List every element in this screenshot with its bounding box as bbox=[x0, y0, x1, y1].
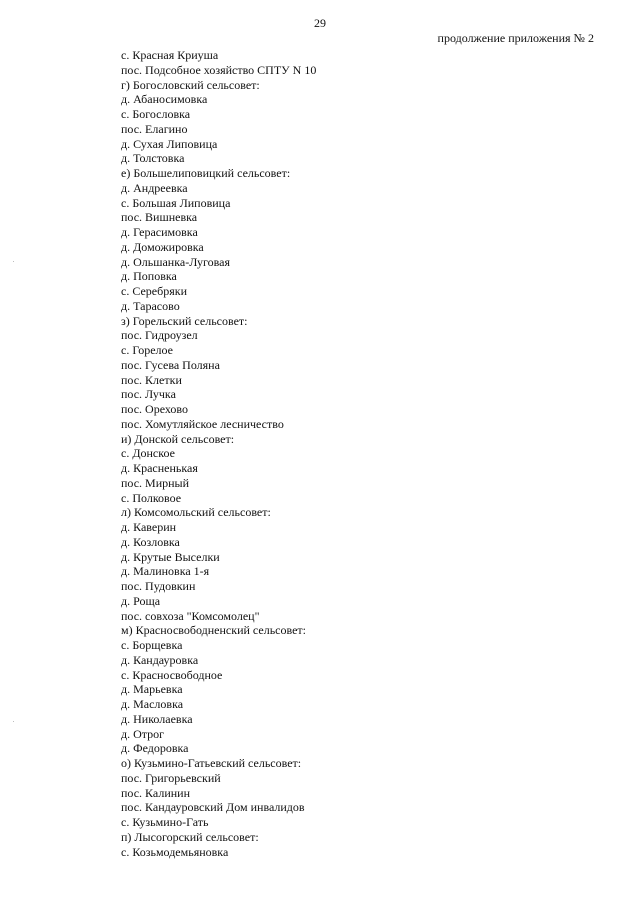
list-item: д. Марьевка bbox=[121, 682, 183, 697]
list-item: д. Тарасово bbox=[121, 298, 180, 313]
list-item: п) Лысогорский сельсовет: bbox=[121, 829, 259, 844]
list-item: пос. Вишневка bbox=[121, 210, 198, 225]
list-item: с. Красная Криуша bbox=[121, 48, 219, 62]
list-item: пос. Орехово bbox=[121, 402, 189, 416]
list-item: с. Красносвободное bbox=[121, 667, 223, 682]
list-item: пос. Клетки bbox=[121, 372, 182, 387]
list-item: пос. Кандауровский Дом инвалидов bbox=[121, 800, 305, 815]
list-item: пос. Лучка bbox=[121, 387, 176, 402]
scan-speck bbox=[13, 721, 14, 722]
list-item: с. Богословка bbox=[121, 107, 191, 121]
list-item: с. Полковое bbox=[121, 490, 182, 505]
list-item: д. Масловка bbox=[121, 697, 184, 711]
list-item: пос. Григорьевский bbox=[121, 770, 221, 785]
list-item: г) Богословский сельсовет: bbox=[121, 77, 260, 92]
list-item: д. Герасимовка bbox=[121, 225, 198, 239]
page-number: 29 bbox=[314, 16, 326, 30]
list-item: д. Отрог bbox=[121, 726, 165, 741]
list-item: д. Доможировка bbox=[121, 239, 204, 254]
list-item: пос. Гидроузел bbox=[121, 328, 198, 343]
list-item: пос. совхоза "Комсомолец" bbox=[121, 608, 260, 623]
continuation-note: продолжение приложения № 2 bbox=[437, 31, 594, 45]
list-item: д. Крутые Выселки bbox=[121, 549, 220, 564]
list-item: д. Андреевка bbox=[121, 180, 188, 195]
list-item: с. Борщевка bbox=[121, 638, 183, 652]
list-item: пос. Елагино bbox=[121, 121, 188, 136]
list-item: д. Красненькая bbox=[121, 461, 198, 475]
list-item: е) Большелиповицкий сельсовет: bbox=[121, 166, 291, 180]
list-item: и) Донской сельсовет: bbox=[121, 431, 235, 446]
list-item: с. Большая Липовица bbox=[121, 195, 231, 210]
list-item: д. Абаносимовка bbox=[121, 92, 208, 107]
list-item: л) Комсомольский сельсовет: bbox=[121, 505, 271, 520]
list-item: з) Горельский сельсовет: bbox=[121, 313, 248, 328]
list-item: д. Роща bbox=[121, 593, 161, 608]
settlement-list bbox=[121, 48, 316, 859]
list-item: д. Николаевка bbox=[121, 711, 193, 726]
list-item: пос. Гусева Поляна bbox=[121, 357, 220, 372]
list-item: д. Федоровка bbox=[121, 741, 189, 756]
list-item: пос. Калинин bbox=[121, 785, 190, 800]
list-item: пос. Мирный bbox=[121, 475, 190, 490]
list-item: д. Малиновка 1-я bbox=[121, 564, 210, 579]
list-item: д. Ольшанка-Луговая bbox=[121, 254, 231, 269]
scan-speck bbox=[13, 261, 14, 262]
list-item: с. Козьмодемьяновка bbox=[121, 844, 229, 859]
list-item: д. Козловка bbox=[121, 534, 180, 549]
list-item: с. Кузьмино-Гать bbox=[121, 815, 209, 829]
list-item: д. Кандауровка bbox=[121, 652, 199, 667]
list-item: пос. Хомутляйское лесничество bbox=[121, 416, 284, 431]
list-item: с. Горелое bbox=[121, 343, 173, 357]
list-item: д. Сухая Липовица bbox=[121, 136, 218, 151]
list-item: пос. Пудовкин bbox=[121, 579, 196, 593]
list-item: д. Каверин bbox=[121, 520, 177, 534]
list-item: д. Поповка bbox=[121, 269, 177, 284]
list-item: с. Серебряки bbox=[121, 284, 188, 298]
list-item: с. Донское bbox=[121, 446, 175, 461]
list-item: о) Кузьмино-Гатьевский сельсовет: bbox=[121, 756, 302, 770]
list-item: м) Красносвободненский сельсовет: bbox=[121, 623, 306, 638]
list-item: пос. Подсобное хозяйство СПТУ N 10 bbox=[121, 62, 317, 77]
list-item: д. Толстовка bbox=[121, 151, 185, 166]
